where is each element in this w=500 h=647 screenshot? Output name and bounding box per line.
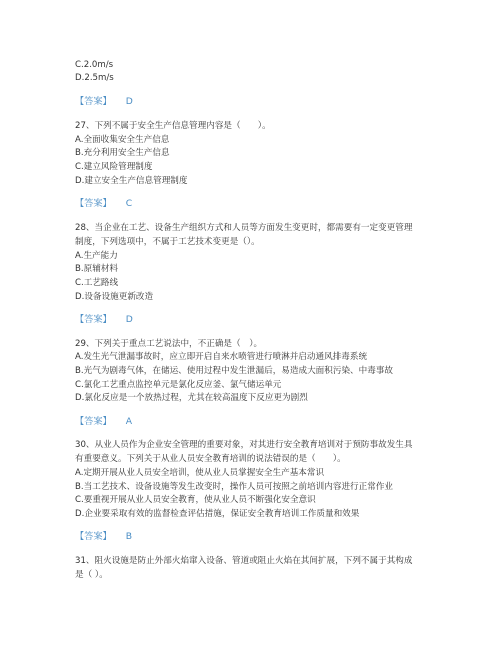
question-stem-cont: 制度，下列选项中，不属于工艺技术变更是（）。 xyxy=(75,237,260,247)
question-stem: 31、阻火设施是防止外部火焰窜入设备、管道或阻止火焰在其间扩展，下列不属于其构成 xyxy=(75,556,413,566)
option-c: C.工艺路线 xyxy=(75,278,119,288)
option-b: B.原辅材料 xyxy=(75,264,119,274)
option-a: A.发生光气泄漏事故时，应立即开启自来水喷管进行喷淋并启动通风排毒系统 xyxy=(75,352,368,362)
option-c: C.2.0m/s xyxy=(75,60,114,70)
option-b: B.当工艺技术、设备设施等发生改变时，操作人员可按照之前培训内容进行正常作业 xyxy=(75,482,394,492)
answer-label: 【答案】 xyxy=(75,96,112,107)
option-b: B.光气为剧毒气体，在储运、使用过程中发生泄漏后，易造成大面积污染、中毒事故 xyxy=(75,366,394,376)
answer-label: 【答案】 xyxy=(75,531,112,542)
option-d: D.氯化反应是一个放热过程，尤其在较高温度下反应更为剧烈 xyxy=(75,393,308,403)
question-stem: 30、从业人员作为企业安全管理的重要对象，对其进行安全教育培训对于预防事故发生具 xyxy=(75,440,413,450)
option-a: A.生产能力 xyxy=(75,251,118,261)
answer-value: D xyxy=(125,96,133,107)
question-stem-cont: 是（ ）。 xyxy=(75,570,108,580)
option-b: B.充分利用安全生产信息 xyxy=(75,148,170,158)
answer-value: B xyxy=(125,531,133,542)
answer-label: 【答案】 xyxy=(75,314,112,325)
option-c: C.氯化工艺重点监控单元是氯化反应釜、氯气储运单元 xyxy=(75,380,282,390)
option-d: D.建立安全生产信息管理制度 xyxy=(75,176,188,186)
option-c: C.要重视开展从业人员安全教育，使从业人员不断强化安全意识 xyxy=(75,495,316,505)
answer-line xyxy=(75,96,133,108)
option-c: C.建立风险管理制度 xyxy=(75,162,153,172)
answer-value: D xyxy=(125,314,133,325)
answer-value: C xyxy=(125,198,133,209)
answer-label: 【答案】 xyxy=(75,198,112,209)
answer-line xyxy=(75,198,132,210)
answer-line xyxy=(75,314,133,326)
option-d: D.设备设施更新改造 xyxy=(75,292,154,302)
option-a: A.全面收集安全生产信息 xyxy=(75,135,170,145)
answer-label: 【答案】 xyxy=(75,416,112,427)
question-stem-cont: 有重要意义。下列关于从业人员安全教育培训的说法错误的是（ ）。 xyxy=(75,454,346,464)
option-a: A.定期开展从业人员安全培训，使从业人员掌握安全生产基本常识 xyxy=(75,468,325,478)
question-stem: 27、下列不属于安全生产信息管理内容是（ ）。 xyxy=(75,121,271,131)
question-stem: 29、下列关于重点工艺说法中，不正确是（ ）。 xyxy=(75,339,263,349)
answer-line xyxy=(75,531,132,543)
option-d: D.2.5m/s xyxy=(75,73,114,83)
question-stem: 28、当企业在工艺、设备生产组织方式和人员等方面发生变更时，都需要有一定变更管理 xyxy=(75,223,413,233)
option-d: D.企业要采取有效的监督检查评估措施，保证安全教育培训工作质量和效果 xyxy=(75,509,360,519)
answer-line xyxy=(75,416,132,428)
answer-value: A xyxy=(125,416,133,427)
